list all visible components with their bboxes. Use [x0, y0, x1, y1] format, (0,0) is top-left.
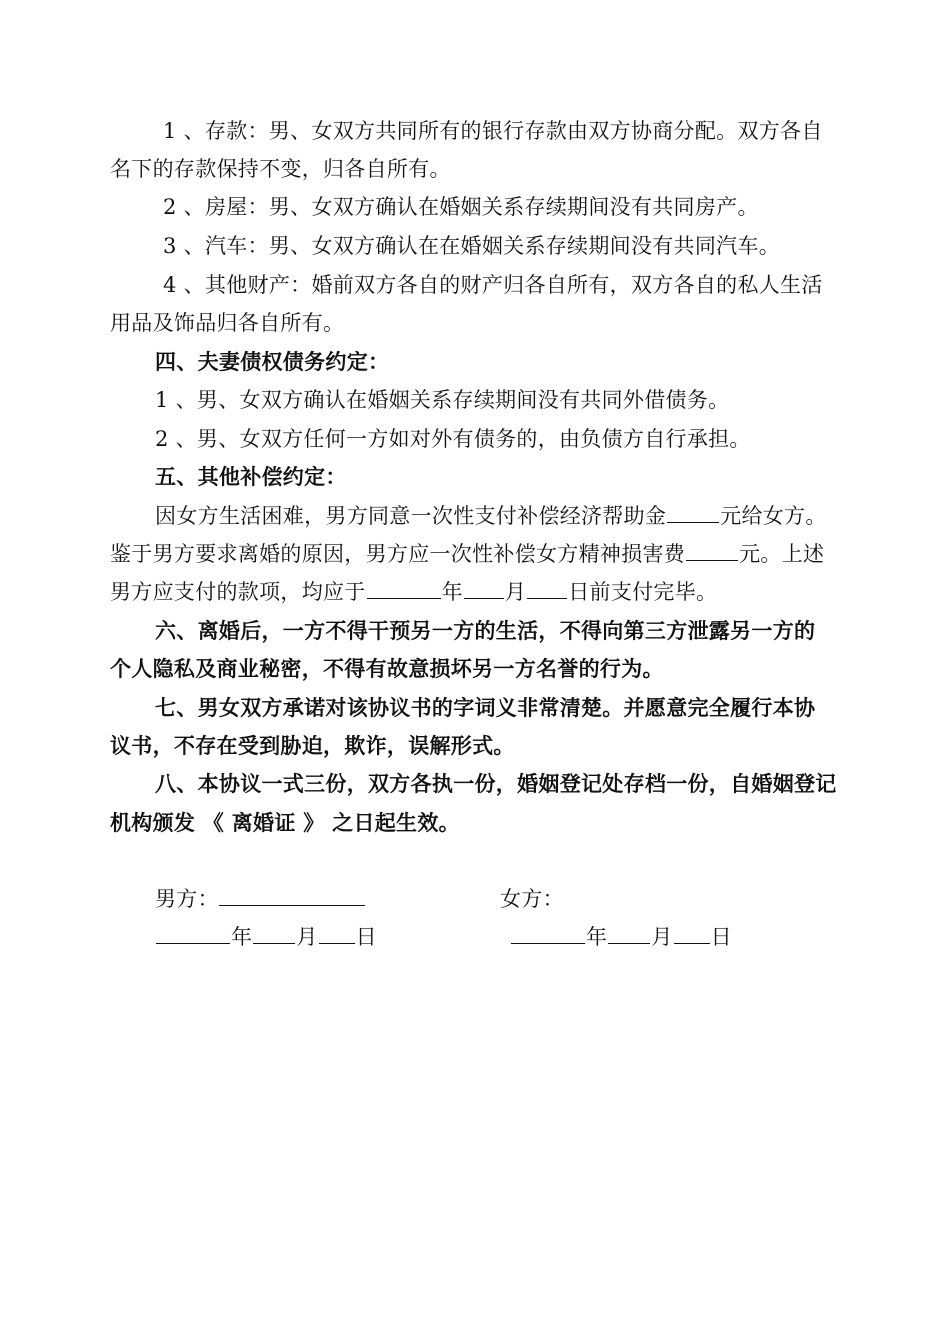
clause-text: 、其他财产：婚前双方各自的财产归各自所有，双方各自的私人生活 — [183, 273, 823, 297]
amount-blank[interactable] — [667, 498, 719, 523]
compensation-line-1 — [155, 497, 890, 535]
compensation-line-3 — [110, 573, 845, 611]
debt-clause-1: 1 、男、女双方确认在婚姻关系存续期间没有共同外借债务。 — [155, 388, 730, 412]
male-signature-line[interactable] — [219, 883, 365, 906]
amount-blank[interactable] — [686, 536, 738, 561]
house-clause — [163, 188, 898, 226]
female-signature — [500, 880, 700, 918]
clause-text: 、汽车：男、女双方确认在在婚姻关系存续期间没有共同汽车。 — [183, 234, 781, 258]
clause-number: 1 — [163, 119, 177, 143]
male-label: 男方： — [155, 887, 219, 911]
compensation-text: 鉴于男方要求离婚的原因，男方应一次性补偿女方精神损害费 — [110, 542, 686, 566]
section6-line-2: 个人隐私及商业秘密，不得有故意损坏另一方名誉的行为。 — [110, 656, 664, 681]
day-blank[interactable] — [674, 919, 710, 944]
other-property-clause — [163, 266, 898, 304]
deposit-clause-continued: 名下的存款保持不变，归各自所有。 — [110, 157, 451, 181]
compensation-text: 因女方生活困难，男方同意一次性支付补偿经济帮助金 — [155, 504, 667, 528]
year-blank[interactable] — [156, 919, 230, 944]
car-clause — [163, 227, 898, 265]
year-blank[interactable] — [511, 919, 585, 944]
month-label: 月 — [296, 925, 318, 949]
other-property-clause-continued: 用品及饰品归各自所有。 — [110, 311, 345, 335]
year-blank[interactable] — [367, 574, 441, 599]
month-blank[interactable] — [608, 919, 650, 944]
female-date — [510, 918, 770, 956]
month-label: 月 — [651, 925, 673, 949]
section7-line-2: 议书，不存在受到胁迫，欺诈，误解形式。 — [110, 733, 515, 758]
day-label: 日 — [355, 925, 377, 949]
male-date — [155, 918, 415, 956]
year-label: 年 — [586, 925, 608, 949]
section4-heading: 四、夫妻债权债务约定： — [155, 349, 390, 374]
male-signature — [155, 880, 415, 918]
section7-line-1: 七、男女双方承诺对该协议书的字词义非常清楚。并愿意完全履行本协 — [155, 695, 816, 720]
clause-text: 、房屋：男、女双方确认在婚姻关系存续期间没有共同房产。 — [183, 195, 759, 219]
year-label: 年 — [231, 925, 253, 949]
day-blank[interactable] — [527, 574, 567, 599]
compensation-line-2 — [110, 535, 845, 573]
compensation-text: 元。上述 — [739, 542, 825, 566]
clause-number: 4 — [163, 273, 177, 297]
day-label: 日 — [710, 925, 732, 949]
deposit-clause — [163, 112, 898, 150]
clause-text: 、存款：男、女双方共同所有的银行存款由双方协商分配。双方各自 — [183, 119, 823, 143]
female-label: 女方： — [500, 887, 564, 911]
compensation-text: 男方应支付的款项，均应于 — [110, 580, 366, 604]
month-label: 月 — [504, 580, 527, 604]
section8-line-1: 八、本协议一式三份，双方各执一份，婚姻登记处存档一份，自婚姻登记 — [155, 771, 837, 796]
year-label: 年 — [441, 580, 463, 604]
section6-line-1: 六、离婚后，一方不得干预另一方的生活，不得向第三方泄露另一方的 — [155, 618, 816, 643]
month-blank[interactable] — [253, 919, 295, 944]
clause-number: 3 — [163, 234, 177, 258]
section5-heading: 五、其他补偿约定： — [155, 464, 347, 489]
compensation-text: 元给女方。 — [720, 504, 827, 528]
day-label: 日前支付完毕。 — [568, 580, 718, 604]
debt-clause-2: 2 、男、女双方任何一方如对外有债务的，由负债方自行承担。 — [155, 427, 751, 451]
section8-line-2: 机构颁发 《 离婚证 》 之日起生效。 — [110, 810, 460, 835]
clause-number: 2 — [163, 195, 177, 219]
month-blank[interactable] — [464, 574, 504, 599]
day-blank[interactable] — [319, 919, 355, 944]
